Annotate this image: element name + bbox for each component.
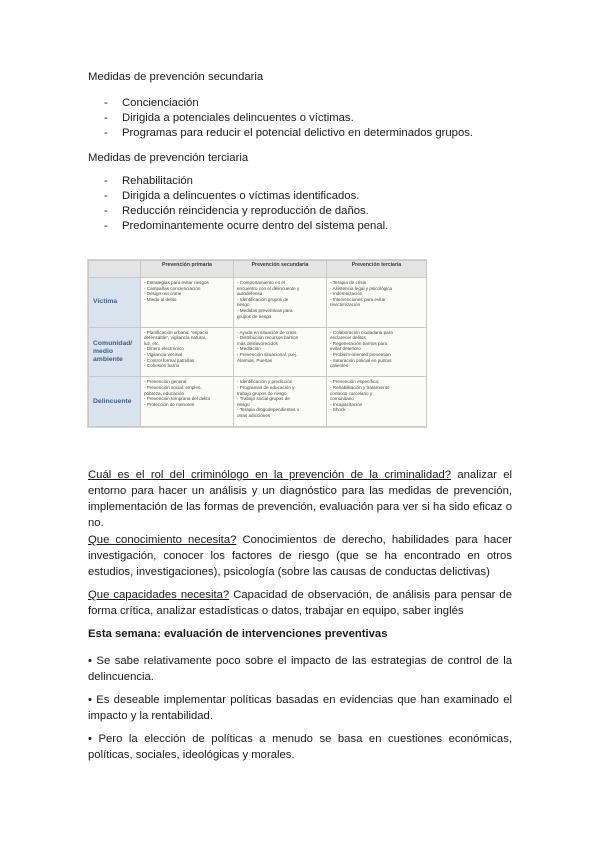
table-cell-line: - Protección de menores <box>144 401 195 407</box>
tertiary-list-item: - Dirigida a delincuentes o víctimas identificados. <box>104 190 360 202</box>
table-cell <box>327 278 427 328</box>
list-item-text: Rehabilitación <box>122 175 193 187</box>
table-cell-line: pobreza, educación <box>144 390 185 396</box>
tertiary-list-item: - Predominantemente ocurre dentro del sistema penal. <box>104 220 389 232</box>
table-header: Prevención terciaria <box>327 261 427 278</box>
table-header: Prevención secundaria <box>234 261 327 278</box>
table-cell <box>327 377 427 427</box>
secondary-heading: Medidas de prevención secundaria <box>88 71 264 83</box>
table-cell-line: grupos de riesgo <box>237 313 272 319</box>
table-header <box>89 261 141 278</box>
question-text: Que capacidades necesita? <box>88 589 230 601</box>
table-cell-line: - Problem-oriented prevention <box>330 352 391 358</box>
paragraph-rol-criminologo <box>88 467 512 531</box>
table-cell-line: autodefensa <box>237 291 263 297</box>
table-cell-line: defensable", vigilancia natural, <box>144 335 207 341</box>
table-cell-line: encuentro con el delincuente y <box>237 285 300 291</box>
table-row-label: Delincuente <box>89 377 141 427</box>
table-cell-line: - Shock <box>330 407 346 413</box>
table-cell-line: - Identificación y predicción <box>237 379 293 385</box>
table-row-label: Comunidad/ medio ambiente <box>89 327 141 377</box>
table-cell-line: - Vigilancia vecinal <box>144 352 182 358</box>
table-cell-line: luz, etc. <box>144 340 160 346</box>
table-cell-line: evitar deterioro <box>330 346 361 352</box>
table-cell-line: - Indemnización <box>330 291 363 297</box>
section-heading: Esta semana: evaluación de intervenciones preventivas <box>88 628 388 640</box>
table-cell-line: - Saturación policial en puntos <box>330 357 392 363</box>
paragraph-capacidades <box>88 587 512 619</box>
table-row <box>89 327 427 377</box>
secondary-list-item: - Dirigida a potenciales delincuentes o víctimas. <box>104 112 354 124</box>
table-cell-line: esclarecer delitos <box>330 335 366 341</box>
table-cell-line: - Intervenciones para evitar <box>330 296 386 302</box>
prevention-table-image <box>87 259 427 428</box>
table-cell-line: - Rehabilitación y tratamiento <box>330 384 390 390</box>
table-header: Prevención primaria <box>141 261 234 278</box>
table-cell-line: - Design out crime <box>144 291 182 297</box>
table-cell-line: - Mediación <box>237 346 261 352</box>
list-item-text: Predominantemente ocurre dentro del sistema penal. <box>122 220 389 232</box>
table-cell-line: - Trabajo social grupos de <box>237 396 290 402</box>
table-cell-line: trabajo grupos de riesgo <box>237 390 287 396</box>
answer-text: Conocimientos de derecho, habilidades para hacer investigación, conocer los factores de riesgo (que se ha encontrado en otros estudios, investigaciones), psicología (sobre las causas de conductas delictivas) <box>88 534 512 578</box>
question-text: Que conocimiento necesita? <box>88 534 237 546</box>
tertiary-list-item: - Rehabilitación <box>104 175 193 187</box>
list-item-text: Programas para reducir el potencial delictivo en determinados grupos. <box>122 127 474 139</box>
table-cell-line: - Regeneración barrios para <box>330 340 388 346</box>
table-cell-line: - Asistencia legal y psicológica <box>330 285 393 291</box>
table-cell-line: - Campañas concienciación <box>144 285 201 291</box>
table-cell <box>141 278 234 328</box>
table-cell-line: - Prevención temprana del delito <box>144 396 211 402</box>
list-item-text: Concienciación <box>122 97 199 109</box>
bullet-paragraph: • Se sabe relativamente poco sobre el impacto de las estrategias de control de la delincuencia. <box>88 655 512 683</box>
table-cell-line: - Medidas preventivas para <box>237 307 293 313</box>
table-cell-line: - Miedo al delito <box>144 296 177 302</box>
table-cell-line: Alarmas, Puertas <box>237 357 273 363</box>
table-cell-line: - Terapia de crisis <box>330 280 366 285</box>
table-cell-line: - Incapacitación <box>330 401 363 407</box>
table-cell-line: revictimización <box>330 302 361 308</box>
table-row <box>89 278 427 328</box>
list-item-text: Dirigida a delincuentes o víctimas identificados. <box>122 190 360 202</box>
table-cell-line: - Control formal patrullas <box>144 357 195 363</box>
table-cell <box>234 377 327 427</box>
secondary-list-item: - Concienciación <box>104 97 199 109</box>
table-cell-line: - Planificación urbana: "espacio <box>144 329 209 335</box>
table-cell-line: - Prevención situacional, p.ej. <box>237 352 298 358</box>
prevention-table <box>88 260 427 427</box>
table-cell <box>141 327 234 377</box>
table-cell-line: - Terapia drogodependientes u <box>237 407 300 413</box>
table-header-row <box>89 261 427 278</box>
table-cell-line: - Cohesión barrio <box>144 363 180 369</box>
table-cell <box>234 278 327 328</box>
tertiary-heading: Medidas de prevención terciaria <box>88 152 249 164</box>
question-text: Cuál es el rol del criminólogo en la prevención de la criminalidad? <box>88 469 452 481</box>
table-cell-line: - Estrategias para evitar riesgos <box>144 280 209 285</box>
paragraph-conocimiento <box>88 532 512 580</box>
answer-text: Capacidad de observación, de análisis para pensar de forma crítica, analizar estadísticas o datos, trabajar en equipo, saber inglés <box>88 589 512 617</box>
bullet-paragraph: • Es deseable implementar políticas basadas en evidencias que han examinado el impacto y la rentabilidad. <box>88 694 512 722</box>
table-cell-line: otras adicciones <box>237 412 271 418</box>
tertiary-list-item: - Reducción reincidencia y reproducción de daños. <box>104 205 369 217</box>
list-item-text: Dirigida a potenciales delincuentes o víctimas. <box>122 112 354 124</box>
table-cell-line: - Prevención específica: <box>330 379 380 385</box>
table-cell-line: - Colaboración ciudadana para <box>330 329 393 335</box>
table-cell <box>327 327 427 377</box>
table-cell-line: riesgo <box>237 302 250 308</box>
table-cell-line: más desfavorecidos <box>237 340 278 346</box>
table-cell-line: comunitario <box>330 396 354 402</box>
list-item-text: Reducción reincidencia y reproducción de daños. <box>122 205 369 217</box>
table-row-label: Víctima <box>89 278 141 328</box>
table-cell-line: riesgo <box>237 401 250 407</box>
table-cell-line: - Programas de educación y <box>237 384 295 390</box>
table-cell-line: - Identificación grupos de <box>237 296 289 302</box>
table-cell-line: calientes <box>330 363 349 369</box>
answer-text: analizar el entorno para hacer un análisis y un diagnóstico para las medidas de prevención, implementación de las formas de prevención, evaluación para ver si ha sido eficaz o no. <box>88 469 512 529</box>
table-cell-line: contexto carcelario y <box>330 390 373 396</box>
table-cell-line: - Distribución recursos barrios <box>237 335 299 341</box>
table-cell-line: - Ayuda en situación de crisis <box>237 329 297 335</box>
bullet-paragraph: • Pero la elección de políticas a menudo se basa en cuestiones económicas, políticas, sociales, ideológicas y morales. <box>88 733 512 761</box>
table-cell-line: - Comportamiento en el <box>237 280 286 285</box>
table-row <box>89 377 427 427</box>
table-cell-line: - Prevención social: empleo, <box>144 384 202 390</box>
table-cell-line: - Dinero electrónico <box>144 346 184 352</box>
table-cell <box>141 377 234 427</box>
secondary-list-item: - Programas para reducir el potencial delictivo en determinados grupos. <box>104 127 474 139</box>
table-cell-line: - Prevención general <box>144 379 187 385</box>
table-cell <box>234 327 327 377</box>
